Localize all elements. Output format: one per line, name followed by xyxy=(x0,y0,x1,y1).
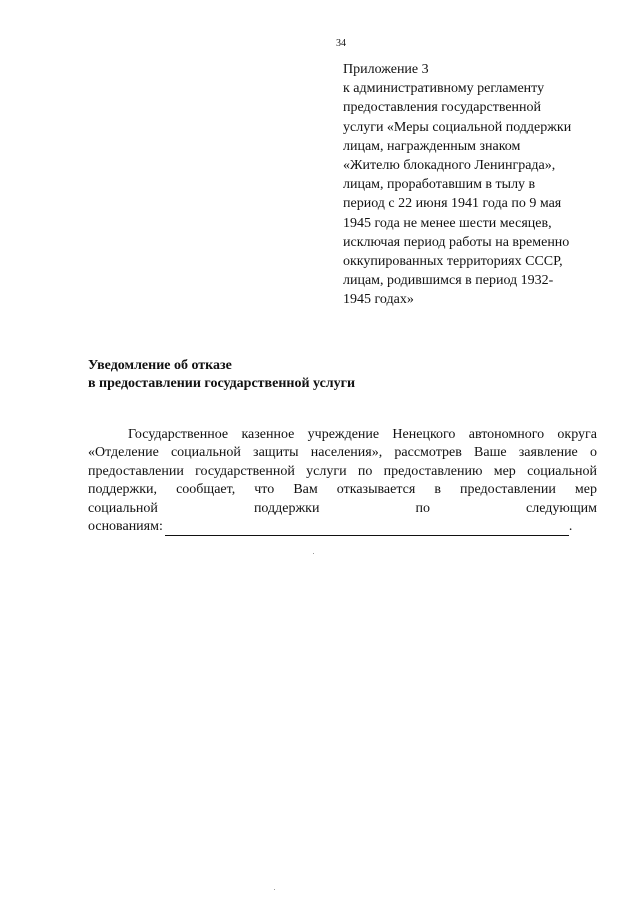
word: что xyxy=(254,482,275,498)
appendix-block xyxy=(343,60,603,310)
grounds-label: основаниям: xyxy=(88,519,163,535)
end-period: . xyxy=(568,519,573,535)
word: социальной xyxy=(527,463,597,479)
scan-speck xyxy=(313,553,314,554)
appendix-line: период с 22 июня 1941 года по 9 мая xyxy=(343,196,562,212)
word: социальной xyxy=(88,500,158,516)
word: поддержки, xyxy=(88,482,158,498)
word: социальной xyxy=(170,445,241,461)
word: отказывается xyxy=(336,482,416,498)
word: «Отделение xyxy=(88,445,159,461)
word: следующим xyxy=(526,500,597,516)
body-line-2 xyxy=(88,444,597,462)
word: предоставлению xyxy=(383,463,483,479)
appendix-line: услуги «Меры социальной поддержки xyxy=(343,119,572,135)
word: округа xyxy=(557,427,597,442)
appendix-line: 1945 годах» xyxy=(343,292,414,308)
body-line-4 xyxy=(88,481,597,499)
word: государственной xyxy=(195,463,295,479)
scan-speck xyxy=(274,889,275,890)
appendix-line: Приложение 3 xyxy=(343,62,429,77)
body-line-6 xyxy=(88,518,597,536)
body-line-3 xyxy=(88,463,597,481)
grounds-blank-field xyxy=(165,522,569,536)
body-line-1 xyxy=(88,426,597,444)
word: по xyxy=(415,500,430,516)
word: поддержки xyxy=(253,500,320,516)
appendix-line: оккупированных территориях СССР, xyxy=(343,254,563,270)
word: учреждение xyxy=(307,427,380,442)
word: услуги xyxy=(306,463,347,479)
body-line-5 xyxy=(88,500,597,518)
word: по xyxy=(357,463,373,479)
word: предоставлении xyxy=(460,482,556,498)
appendix-line: лицам, родившимся в период 1932- xyxy=(343,273,554,289)
word: в xyxy=(434,482,441,498)
heading-line-1: Уведомление об отказе xyxy=(88,358,232,373)
body-paragraph xyxy=(88,426,597,536)
heading-line-2: в предоставлении государственной услуги xyxy=(88,376,356,391)
word: предоставлении xyxy=(88,463,184,479)
word: сообщает, xyxy=(176,482,236,498)
word: мер xyxy=(493,463,516,479)
word: о xyxy=(589,445,597,461)
word: населения», xyxy=(310,445,383,461)
appendix-line: предоставления государственной xyxy=(343,100,542,116)
word: Государственное xyxy=(128,427,229,442)
appendix-line: «Жителю блокадного Ленинграда», xyxy=(343,158,556,174)
document-heading xyxy=(88,357,355,393)
word: Вам xyxy=(293,482,318,498)
appendix-line: лицам, проработавшим в тылу в xyxy=(343,177,536,193)
word: Ненецкого xyxy=(392,427,456,442)
appendix-line: 1945 года не менее шести месяцев, xyxy=(343,215,552,231)
word: рассмотрев xyxy=(394,445,462,461)
word: казенное xyxy=(241,427,295,442)
word: Ваше xyxy=(474,445,507,461)
word: автономного xyxy=(468,427,545,442)
appendix-line: к административному регламенту xyxy=(343,81,545,97)
word: мер xyxy=(574,482,597,498)
appendix-line: исключая период работы на временно xyxy=(343,234,570,250)
word: защиты xyxy=(253,445,299,461)
word: заявление xyxy=(518,445,578,461)
page-number: 34 xyxy=(336,38,346,49)
appendix-line: лицам, награжденным знаком xyxy=(343,138,521,154)
